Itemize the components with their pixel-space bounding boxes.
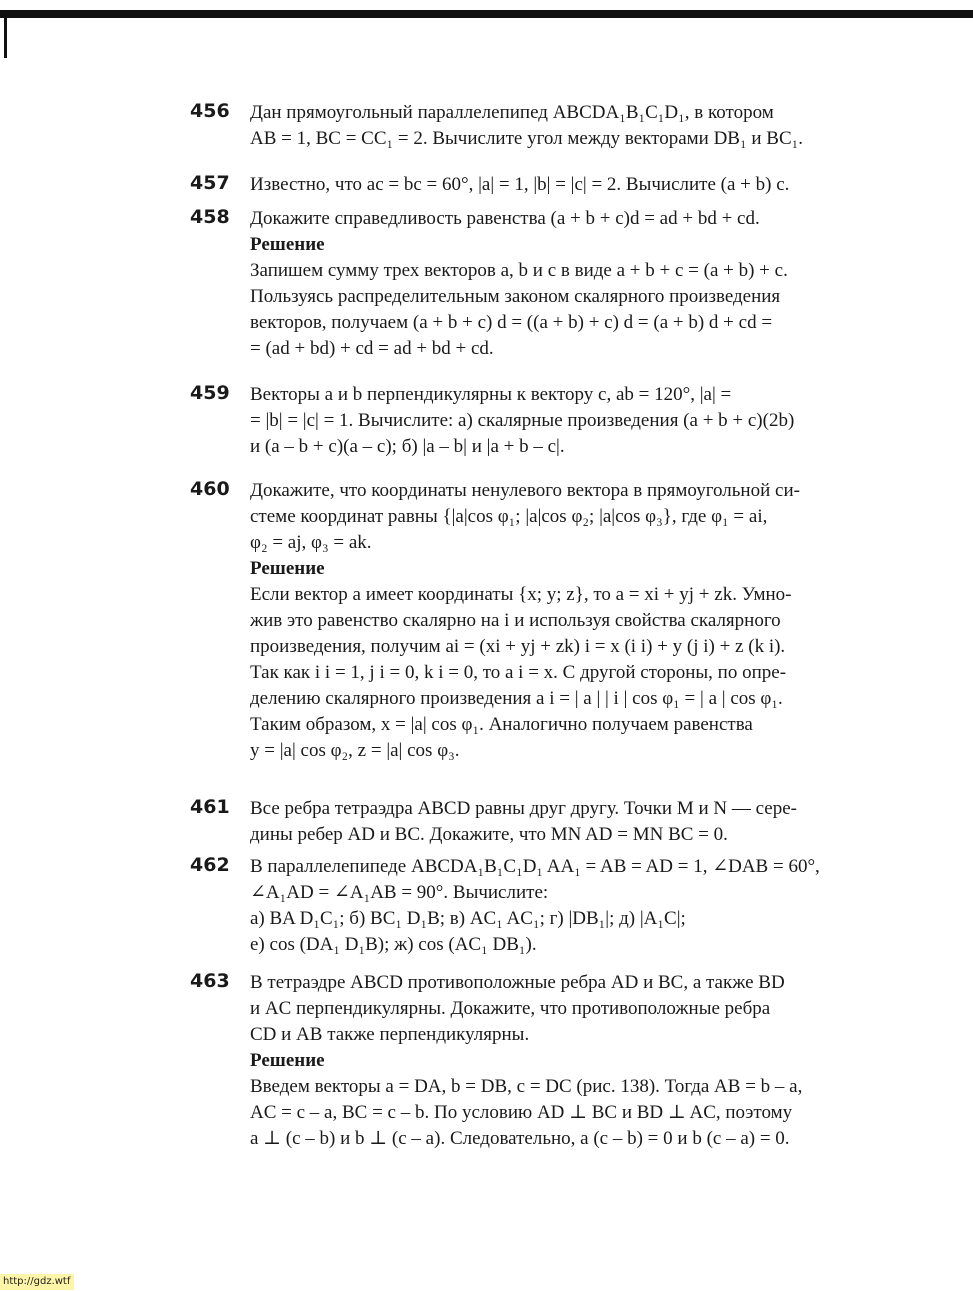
text-line: и AC перпендикулярны. Докажите, что противоположные ребра: [250, 998, 771, 1019]
problem-text: [250, 382, 950, 460]
problem-number: 461: [190, 796, 230, 818]
solution-line: Пользуясь распределительным законом скалярного произведения: [250, 286, 781, 307]
problem-text: [250, 970, 950, 1152]
solution-line: Таким образом, x = |a| cos φ₁. Аналогично получаем равенства: [250, 714, 753, 735]
problem-text: [250, 796, 950, 848]
text-line: ∠A₁AD = ∠A₁AB = 90°. Вычислите:: [250, 882, 549, 903]
solution-line: векторов, получаем (a + b + c) d = ((a + b) + c) d = (a + b) d + cd =: [250, 312, 773, 333]
problem-text: [250, 100, 950, 152]
text-line: Известно, что ac = bc = 60°, |a| = 1, |b| = |c| = 2. Вычислите (a + b) c.: [250, 174, 790, 195]
problem-459: [190, 382, 950, 460]
text-line: В тетраэдре ABCD противоположные ребра AD и BC, а также BD: [250, 972, 785, 993]
text-line: стеме координат равны {|a|cos φ₁; |a|cos φ₂; |a|cos φ₃}, где φ₁ = ai,: [250, 506, 768, 527]
text-line: Дан прямоугольный параллелепипед ABCDA₁B₁C₁D₁, в котором: [250, 102, 774, 123]
text-line: Докажите, что координаты ненулевого вектора в прямоугольной си-: [250, 480, 800, 501]
problem-number: 457: [190, 172, 230, 194]
solution-heading: Решение: [250, 558, 325, 579]
problem-text: [250, 478, 950, 764]
problem-458: [190, 206, 950, 362]
text-line: е) cos (DA₁ D₁B); ж) cos (AC₁ DB₁).: [250, 934, 537, 955]
solution-line: a ⊥ (c – b) и b ⊥ (c – a). Следовательно, a (c – b) = 0 и b (c – a) = 0.: [250, 1128, 790, 1149]
solution-line: произведения, получим ai = (xi + yj + zk) i = x (i i) + y (j i) + z (k i).: [250, 636, 786, 657]
top-border: [0, 10, 973, 18]
text-line: = |b| = |c| = 1. Вычислите: а) скалярные произведения (a + b + c)(2b): [250, 410, 795, 431]
problem-number: 456: [190, 100, 230, 122]
problem-457: [190, 172, 950, 198]
text-line: CD и AB также перпендикулярны.: [250, 1024, 530, 1045]
text-line: φ₂ = aj, φ₃ = ak.: [250, 532, 372, 553]
solution-line: = (ad + bd) + cd = ad + bd + cd.: [250, 338, 494, 359]
solution-line: y = |a| cos φ₂, z = |a| cos φ₃.: [250, 740, 460, 761]
text-line: и (a – b + c)(a – c); б) |a – b| и |a + b – c|.: [250, 436, 565, 457]
solution-line: Так как i i = 1, j i = 0, k i = 0, то a i = x. С другой стороны, по опре-: [250, 662, 787, 683]
problem-463: [190, 970, 950, 1152]
problem-461: [190, 796, 950, 848]
problem-number: 462: [190, 854, 230, 876]
problem-text: [250, 206, 950, 362]
text-line: Векторы a и b перпендикулярны к вектору c, ab = 120°, |a| =: [250, 384, 732, 405]
text-line: В параллелепипеде ABCDA₁B₁C₁D₁ AA₁ = AB = AD = 1, ∠DAB = 60°,: [250, 856, 820, 877]
problem-number: 460: [190, 478, 230, 500]
solution-line: Введем векторы a = DA, b = DB, c = DC (рис. 138). Тогда AB = b – a,: [250, 1076, 803, 1097]
problem-460: [190, 478, 950, 764]
text-line: дины ребер AD и BC. Докажите, что MN AD = MN BC = 0.: [250, 824, 728, 845]
watermark-link[interactable]: http://gdz.wtf: [0, 1274, 74, 1290]
solution-heading: Решение: [250, 234, 325, 255]
solution-line: Запишем сумму трех векторов a, b и c в виде a + b + c = (a + b) + c.: [250, 260, 788, 281]
problem-462: [190, 854, 950, 958]
problem-number: 463: [190, 970, 230, 992]
solution-line: жив это равенство скалярно на i и используя свойства скалярного: [250, 610, 781, 631]
problem-number: 458: [190, 206, 230, 228]
text-line: AB = 1, BC = CC₁ = 2. Вычислите угол между векторами DB₁ и BC₁.: [250, 128, 803, 149]
problem-text: [250, 854, 950, 958]
text-line: а) BA D₁C₁; б) BC₁ D₁B; в) AC₁ AC₁; г) |DB₁|; д) |A₁C|;: [250, 908, 686, 929]
problem-number: 459: [190, 382, 230, 404]
left-edge-mark: [4, 18, 7, 58]
problem-456: [190, 100, 950, 152]
problem-text: [250, 172, 950, 198]
solution-heading: Решение: [250, 1050, 325, 1071]
solution-line: делению скалярного произведения a i = | a | | i | cos φ₁ = | a | cos φ₁.: [250, 688, 783, 709]
text-line: Докажите справедливость равенства (a + b + c)d = ad + bd + cd.: [250, 208, 760, 229]
solution-line: Если вектор a имеет координаты {x; y; z}, то a = xi + yj + zk. Умно-: [250, 584, 792, 605]
solution-line: AC = c – a, BC = c – b. По условию AD ⊥ BC и BD ⊥ AC, поэтому: [250, 1102, 793, 1123]
text-line: Все ребра тетраэдра ABCD равны друг другу. Точки M и N — сере-: [250, 798, 797, 819]
